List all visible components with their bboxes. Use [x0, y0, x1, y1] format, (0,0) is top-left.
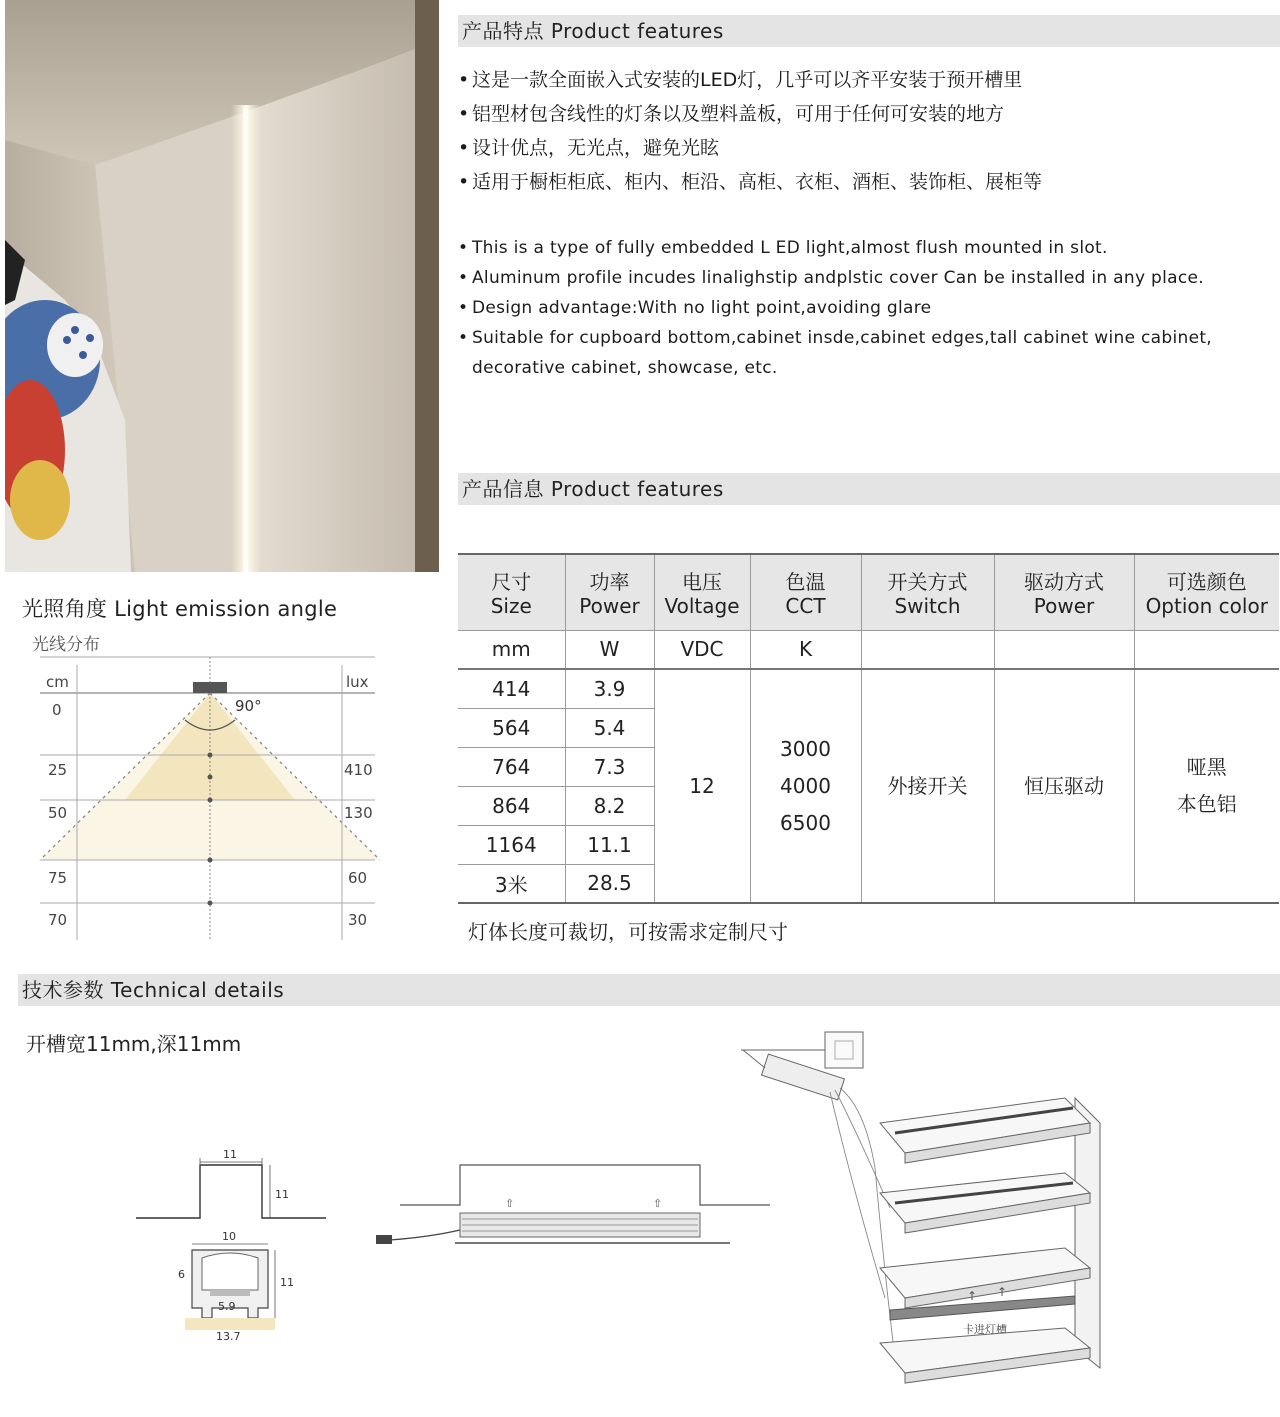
install-label: 卡进灯槽	[963, 1323, 1007, 1336]
lux-label: 410	[344, 761, 373, 779]
unit-cell	[1134, 630, 1279, 669]
power-cell: 3.9	[565, 669, 654, 708]
cable	[390, 1230, 460, 1240]
cm-label: 25	[48, 761, 68, 779]
dim-label: 11	[280, 1276, 294, 1289]
list-item: • Aluminum profile incudes linalighstip andplstic cover Can be installed in any place.	[458, 263, 1258, 293]
unit-cell: K	[750, 630, 861, 669]
size-cell: 3米	[458, 864, 565, 903]
cm-label: 70	[48, 911, 68, 929]
features-en-list	[458, 233, 1258, 383]
profile-cross-section-diagram	[130, 1140, 340, 1355]
list-item: • 铝型材包含线性的灯条以及塑料盖板，可用于任何可安装的地方	[458, 97, 1258, 131]
size-cell: 764	[458, 747, 565, 786]
slot-outline	[136, 1165, 326, 1218]
plug-icon	[376, 1235, 392, 1244]
size-cell: 564	[458, 708, 565, 747]
info-header: 产品信息 Product features	[458, 473, 1280, 505]
arrow-up-icon: ↑	[997, 1285, 1008, 1299]
cm-label: 50	[48, 804, 68, 822]
list-item: • 这是一款全面嵌入式安装的LED灯，几乎可以齐平安装于预开槽里	[458, 63, 1258, 97]
lux-label: 30	[348, 911, 368, 929]
unit-cell: VDC	[654, 630, 750, 669]
features-header: 产品特点 Product features	[458, 15, 1280, 47]
header-cell: 尺寸 Size	[458, 554, 565, 630]
table-row	[458, 669, 1279, 708]
light-fixture-icon	[193, 682, 227, 693]
light-distribution-diagram	[30, 655, 390, 945]
product-photo	[5, 0, 439, 572]
unit-cell: W	[565, 630, 654, 669]
dim-label: 10	[222, 1230, 236, 1243]
tech-header: 技术参数 Technical details	[18, 974, 1280, 1006]
header-cell: 色温 CCT	[750, 554, 861, 630]
unit-lux: lux	[346, 673, 369, 691]
cabinet-installation-diagram	[735, 1028, 1120, 1388]
switch-icon	[825, 1032, 863, 1068]
size-cell: 1164	[458, 825, 565, 864]
dim-label: 5.9	[218, 1300, 236, 1313]
voltage-cell: 12	[654, 669, 750, 903]
power-cell: 5.4	[565, 708, 654, 747]
unit-cell	[994, 630, 1134, 669]
lux-label: 130	[344, 804, 373, 822]
lux-label: 60	[348, 869, 368, 887]
driver-cell: 恒压驱动	[994, 669, 1134, 903]
product-info-table	[458, 553, 1279, 904]
unit-cm: cm	[46, 673, 69, 691]
list-item: • 适用于橱柜柜底、柜内、柜沿、高柜、衣柜、酒柜、装饰柜、展柜等	[458, 165, 1258, 199]
distribution-label: 光线分布	[32, 635, 100, 655]
arrow-up-icon: ↑	[967, 1289, 978, 1303]
light-glow	[185, 1318, 275, 1330]
dim-label: 11	[275, 1188, 289, 1201]
slot-dimension-text: 开槽宽11mm,深11mm	[26, 1032, 242, 1056]
list-item: • Design advantage:With no light point,avoiding glare	[458, 293, 1258, 323]
dim-label: 6	[178, 1268, 185, 1281]
unit-cell: mm	[458, 630, 565, 669]
plastic-cover	[202, 1253, 258, 1290]
switch-cell: 外接开关	[861, 669, 994, 903]
header-cell: 功率 Power	[565, 554, 654, 630]
list-item: • 设计优点，无光点，避免光眩	[458, 131, 1258, 165]
header-cell: 电压 Voltage	[654, 554, 750, 630]
arrow-up-icon: ⇧	[505, 1197, 515, 1210]
arrow-up-icon: ⇧	[653, 1197, 663, 1210]
angle-label: 90°	[235, 697, 262, 715]
list-item: • This is a type of fully embedded L ED light,almost flush mounted in slot.	[458, 233, 1258, 263]
dim-label: 11	[223, 1148, 237, 1161]
cct-cell: 3000 4000 6500	[750, 669, 861, 903]
power-cell: 11.1	[565, 825, 654, 864]
header-cell: 可选颜色 Option color	[1134, 554, 1279, 630]
embedded-side-view-diagram	[370, 1155, 775, 1255]
cm-label: 75	[48, 869, 68, 887]
list-item: • Suitable for cupboard bottom,cabinet insde,cabinet edges,tall cabinet wine cabinet, decorative cabinet, showcase, etc.	[458, 323, 1258, 383]
power-cell: 7.3	[565, 747, 654, 786]
table-note: 灯体长度可裁切，可按需求定制尺寸	[468, 920, 788, 944]
table-header-row	[458, 554, 1279, 630]
dim-label: 13.7	[216, 1330, 241, 1343]
features-cn-list	[458, 63, 1258, 199]
size-cell: 864	[458, 786, 565, 825]
header-cell: 开关方式 Switch	[861, 554, 994, 630]
size-cell: 414	[458, 669, 565, 708]
unit-cell	[861, 630, 994, 669]
cm-label: 0	[52, 701, 62, 719]
angle-title: 光照角度 Light emission angle	[22, 597, 338, 621]
power-cell: 8.2	[565, 786, 654, 825]
table-unit-row	[458, 630, 1279, 669]
color-cell: 哑黑 本色铝	[1134, 669, 1279, 903]
power-cell: 28.5	[565, 864, 654, 903]
header-cell: 驱动方式 Power	[994, 554, 1134, 630]
